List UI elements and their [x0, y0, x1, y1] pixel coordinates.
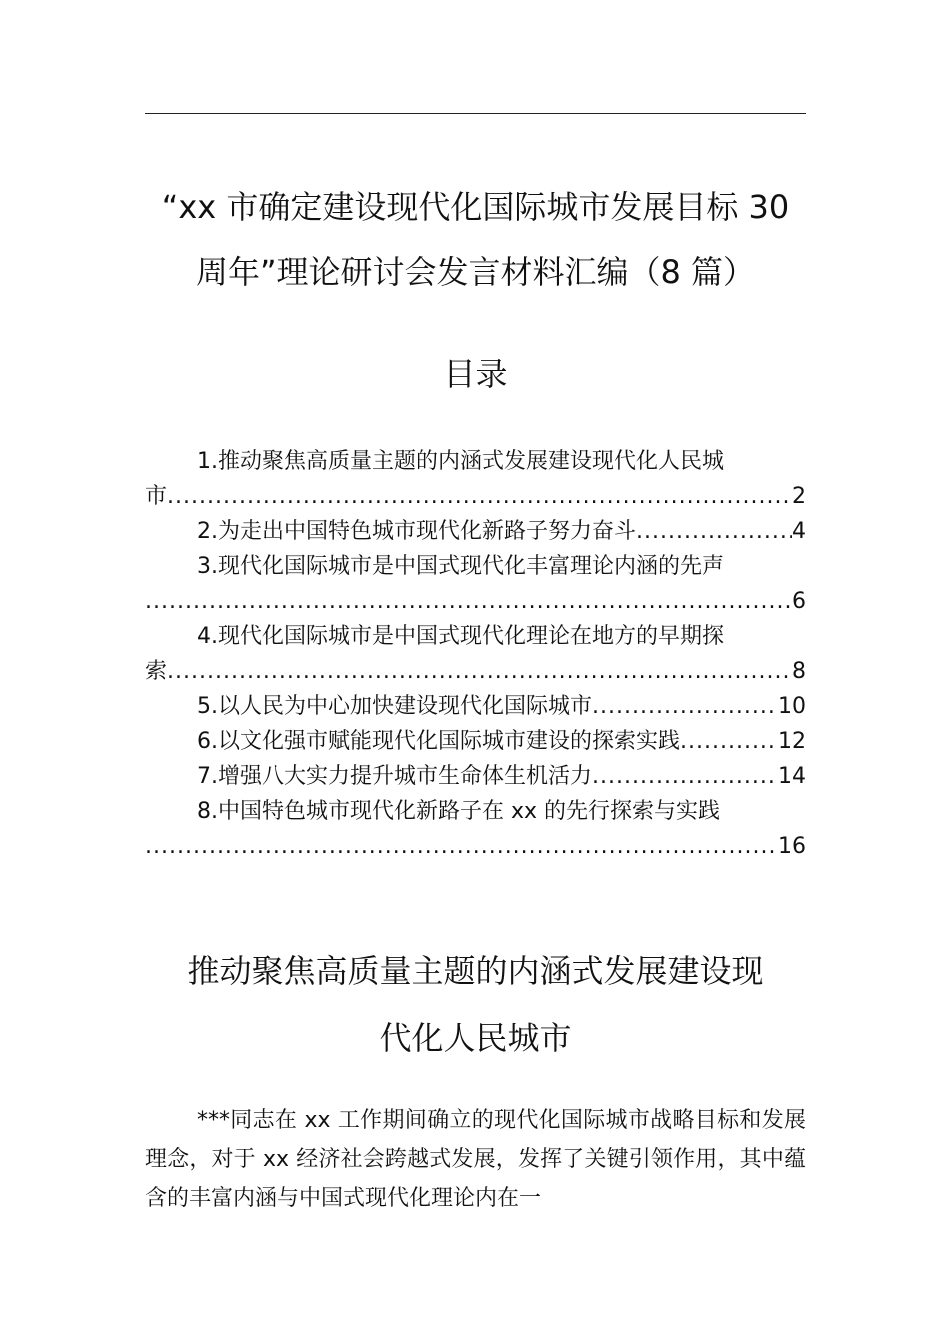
- toc-leader: [145, 829, 778, 864]
- toc-entry[interactable]: [145, 794, 806, 864]
- toc-entry[interactable]: [145, 444, 806, 514]
- toc-entry-page: 10: [778, 694, 806, 719]
- toc-leader: [167, 654, 792, 689]
- toc-leader: [592, 759, 778, 794]
- body-paragraph: ***同志在 xx 工作期间确立的现代化国际城市战略目标和发展理念，对于 xx 经济社会跨越式发展，发挥了关键引领作用，其中蕴含的丰富内涵与中国式现代化理论内在一: [145, 1108, 806, 1211]
- document-title: [145, 175, 806, 305]
- toc-entry[interactable]: [145, 514, 806, 549]
- article-title-line-2: 代化人民城市: [379, 1019, 572, 1057]
- toc-entry-title: 4.现代化国际城市是中国式现代化理论在地方的早期探: [197, 624, 724, 649]
- toc-entry-title: 3.现代化国际城市是中国式现代化丰富理论内涵的先声: [197, 554, 724, 579]
- toc-leader: [680, 724, 778, 759]
- toc-entry-page: 4: [792, 519, 806, 544]
- toc-entry[interactable]: [145, 759, 806, 794]
- table-of-contents: [145, 444, 806, 864]
- toc-entry-title: 1.推动聚焦高质量主题的内涵式发展建设现代化人民城: [197, 449, 724, 474]
- toc-entry-page: 6: [792, 589, 806, 614]
- toc-leader: [145, 584, 792, 619]
- toc-entry-title: 8.中国特色城市现代化新路子在 xx 的先行探索与实践: [197, 799, 721, 824]
- toc-leader: [592, 689, 778, 724]
- toc-leader: [636, 514, 792, 549]
- article-title-line-1: 推动聚焦高质量主题的内涵式发展建设现: [187, 952, 764, 990]
- toc-entry-title: 7.增强八大实力提升城市生命体生机活力: [197, 764, 592, 789]
- toc-entry-title-continued: 市: [145, 484, 168, 509]
- toc-entry-page: 12: [778, 729, 806, 754]
- toc-entry-title-continued: 索: [145, 659, 168, 684]
- toc-entry[interactable]: [145, 549, 806, 619]
- header-rule: [145, 113, 806, 114]
- toc-entry-page: 2: [792, 484, 806, 509]
- toc-entry[interactable]: [145, 689, 806, 724]
- toc-entry[interactable]: [145, 619, 806, 689]
- toc-entry-page: 8: [792, 659, 806, 684]
- article-title: [145, 938, 806, 1072]
- toc-entry[interactable]: [145, 724, 806, 759]
- toc-entry-title: 6.以文化强市赋能现代化国际城市建设的探索实践: [197, 729, 680, 754]
- document-title-line-2: 周年”理论研讨会发言材料汇编（8 篇）: [195, 253, 756, 291]
- toc-entry-page: 16: [778, 834, 806, 859]
- toc-entry-title: 2.为走出中国特色城市现代化新路子努力奋斗: [197, 519, 636, 544]
- toc-entry-page: 14: [778, 764, 806, 789]
- toc-entry-title: 5.以人民为中心加快建设现代化国际城市: [197, 694, 592, 719]
- toc-leader: [167, 479, 792, 514]
- document-title-line-1: “xx 市确定建设现代化国际城市发展目标 30: [161, 188, 790, 226]
- toc-heading: 目录: [443, 355, 508, 393]
